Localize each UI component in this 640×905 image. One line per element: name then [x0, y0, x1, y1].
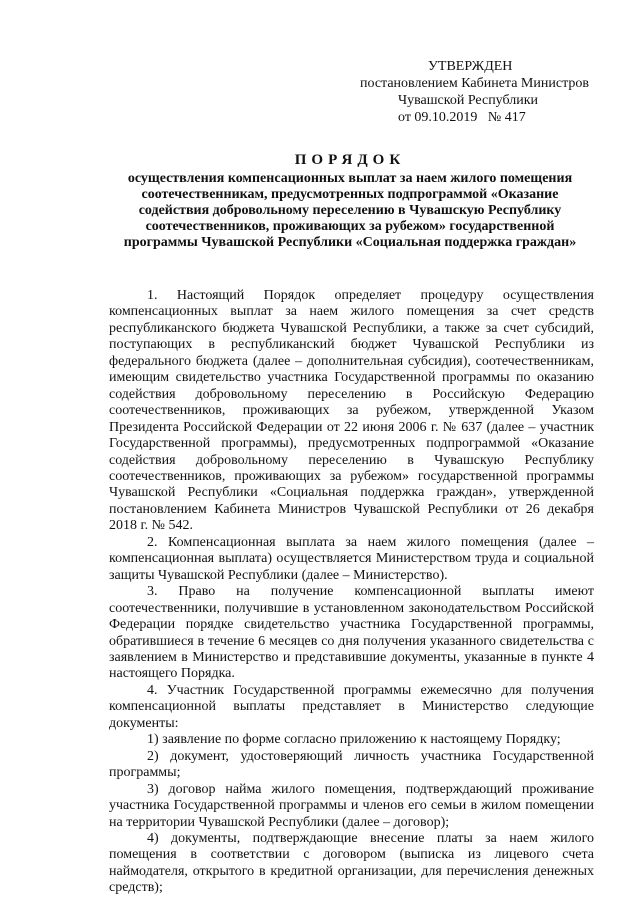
list-item-2: 2) документ, удостоверяющий личность участника Государственной программы; — [109, 748, 594, 781]
paragraph-2: 2. Компенсационная выплата за наем жилого помещения (далее – компенсационная выплата) осуществляется Министерством труда и социальной защиты Чувашской Республики (далее – Министерство). — [109, 534, 594, 583]
document-heading — [110, 151, 590, 251]
list-item-4: 4) документы, подтверждающие внесение платы за наем жилого помещения в соответствии с договором (выписка из лицевого счета наймодателя, открытого в кредитной организации, для перечисления денежных средств); — [109, 830, 594, 896]
paragraph-1: 1. Настоящий Порядок определяет процедуру осуществления компенсационных выплат за наем жилого помещения за счет средств республиканского бюджета Чувашской Республики, а также за счет субсидий, поступающих в республиканский бюджет Чувашской Республики из федерального бюджета (далее – дополнительная субсидия), соотечественникам, имеющим свидетельство участника Государственной программы по оказанию содействия добровольному переселению в Российскую Федерацию соотечественников, проживающих за рубежом, утвержденной Указом Президента Российской Федерации от 22 июня 2006 г. № 637 (далее – участник Государственной программы), предусмотренных подпрограммой «Оказание содействия добровольному переселению в Чувашскую Республику соотечественников, проживающих за рубежом» государственной программы Чувашской Республики «Социальная поддержка граждан», утвержденной постановлением Кабинета Министров Чувашской Республики от 26 декабря 2018 г. № 542. — [109, 288, 594, 534]
document-title: ПОРЯДОК — [294, 152, 406, 168]
approval-title: УТВЕРЖДЕН — [428, 59, 513, 74]
approval-date-number: от 09.10.2019 № 417 — [398, 110, 526, 125]
approval-issuer-line: постановлением Кабинета Министров — [360, 76, 589, 91]
paragraph-4: 4. Участник Государственной программы ежемесячно для получения компенсационной выплаты представляет в Министерство следующие документы: — [109, 682, 594, 731]
approval-block — [360, 58, 620, 126]
list-item-1: 1) заявление по форме согласно приложению к настоящему Порядку; — [147, 732, 561, 748]
document-body — [109, 288, 594, 897]
list-item-3: 3) договор найма жилого помещения, подтверждающий проживание участника Государственной программы и членов его семьи в жилом помещении на территории Чувашской Республики (далее – договор); — [109, 781, 594, 830]
paragraph-3: 3. Право на получение компенсационной выплаты имеют соотечественники, получившие в установленном законодательством Российской Федерации порядке свидетельство участника Государственной программы, обратившиеся в течение 6 месяцев со дня получения указанного свидетельства с заявлением в Министерство и представившие документы, указанные в пункте 4 настоящего Порядка. — [109, 584, 594, 682]
document-subtitle: осуществления компенсационных выплат за наем жилого помещения соотечественникам, предусмотренных подпрограммой «Оказание содействия добровольному переселению в Чувашскую Республику соотечественников, проживающих за рубежом» государственной программы Чувашской Республики «Социальная поддержка граждан» — [123, 171, 577, 250]
approval-republic-line: Чувашской Республики — [398, 93, 539, 108]
